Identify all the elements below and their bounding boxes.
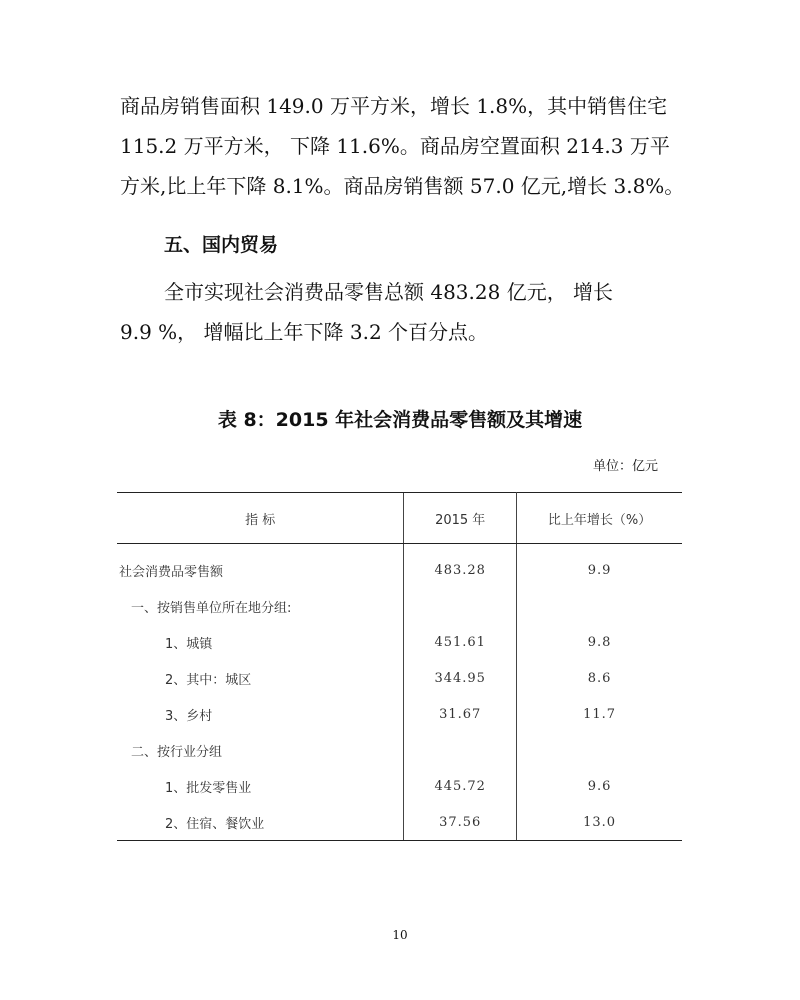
row-growth: 11.7: [583, 706, 617, 722]
table-row: [117, 544, 682, 589]
header-indicator: 指 标: [117, 493, 404, 544]
row-value-2015: 451.61: [404, 624, 517, 660]
section-heading-domestic-trade: 五、国内贸易: [164, 234, 279, 256]
table-row: [117, 804, 682, 841]
row-label: 二、按行业分组: [131, 744, 223, 760]
row-value-2015: 344.95: [404, 660, 517, 696]
row-label: 一、按销售单位所在地分组:: [131, 600, 292, 616]
table-row: [117, 696, 682, 732]
row-value-2015: 483.28: [404, 544, 517, 589]
paragraph-line: 全市实现社会消费品零售总额 483.28 亿元， 增长: [164, 280, 614, 304]
table-title: 表 8：2015 年社会消费品零售额及其增速: [217, 409, 583, 431]
housing-sales-paragraph: [120, 86, 690, 206]
row-growth: 9.6: [587, 778, 612, 794]
paragraph-line: 方米,比上年下降 8.1%。商品房销售额 57.0 亿元,增长 3.8%。: [120, 174, 685, 198]
paragraph-line: 115.2 万平方米， 下降 11.6%。商品房空置面积 214.3 万平: [120, 134, 670, 158]
row-label: 2、住宿、餐饮业: [117, 804, 404, 841]
paragraph-line: 商品房销售面积 149.0 万平方米，增长 1.8%，其中销售住宅: [120, 94, 668, 118]
row-growth: 9.9: [587, 562, 612, 578]
row-growth: 8.6: [587, 670, 612, 686]
table-row: [117, 588, 682, 624]
row-growth: 9.8: [587, 634, 612, 650]
row-value-2015: [404, 732, 517, 768]
row-value-2015: [404, 588, 517, 624]
row-value-2015: 445.72: [404, 768, 517, 804]
table-unit-label: 单位：亿元: [592, 459, 658, 474]
row-label: 社会消费品零售额: [119, 564, 224, 580]
page-number: 10: [392, 928, 408, 942]
header-2015: 2015 年: [404, 493, 517, 544]
retail-sales-table: [117, 492, 682, 841]
header-growth: 比上年增长（%）: [517, 493, 682, 544]
row-label: 2、其中：城区: [165, 672, 252, 688]
row-label: 3、乡村: [165, 708, 213, 724]
row-value-2015: 37.56: [404, 804, 517, 841]
paragraph-line: 9.9 %， 增幅比上年下降 3.2 个百分点。: [120, 320, 489, 344]
table-row: [117, 768, 682, 804]
retail-sales-paragraph: [120, 272, 690, 352]
table-header-row: [117, 493, 682, 544]
row-growth: 13.0: [517, 804, 682, 841]
row-value-2015: 31.67: [404, 696, 517, 732]
row-label: 1、城镇: [165, 636, 213, 652]
row-growth: [517, 732, 682, 768]
table-row: [117, 624, 682, 660]
table-row: [117, 660, 682, 696]
table-row: [117, 732, 682, 768]
row-label: 1、批发零售业: [165, 780, 252, 796]
row-growth: [517, 588, 682, 624]
